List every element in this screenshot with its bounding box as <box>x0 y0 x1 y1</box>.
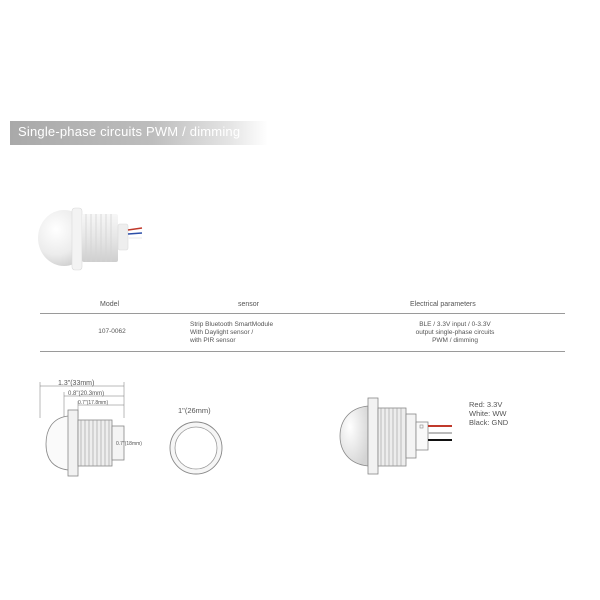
front-view-drawing <box>160 398 230 478</box>
model-value: 107-0062 <box>98 328 126 335</box>
face-diameter-label: 1"(26mm) <box>178 406 211 415</box>
header-sensor: sensor <box>238 301 260 308</box>
body-length-label: 0.7"(17.8mm) <box>78 400 109 406</box>
side-dimension-drawing <box>34 378 164 478</box>
thread-length-label: 0.8"(20.3mm) <box>68 391 105 397</box>
wire-legend <box>469 400 508 427</box>
electrical-line: output single-phase circuits <box>415 329 495 336</box>
table-bottom-rule <box>40 351 565 352</box>
side-view-wired-drawing <box>332 392 472 482</box>
wire-black-label: Black: GND <box>469 418 509 427</box>
table-top-rule <box>40 313 565 314</box>
header-electrical: Electrical parameters <box>410 301 476 308</box>
product-photo <box>36 198 146 278</box>
electrical-line: PWM / dimming <box>432 337 478 344</box>
section-banner <box>10 121 268 145</box>
cell-electrical <box>395 321 515 345</box>
wire-white-label: White: WW <box>469 409 507 418</box>
overall-length-label: 1.3"(33mm) <box>58 380 95 387</box>
sensor-line: with PIR sensor <box>190 337 236 344</box>
wire-red-label: Red: 3.3V <box>469 400 503 409</box>
electrical-line: BLE / 3.3V input / 0-3.3V <box>419 321 491 328</box>
sensor-line: With Daylight sensor / <box>190 329 254 336</box>
header-model: Model <box>100 301 120 308</box>
thread-diameter-label: 0.7"(18mm) <box>116 441 142 447</box>
cell-model <box>82 328 142 336</box>
section-title: Single-phase circuits PWM / dimming <box>18 124 241 139</box>
sensor-line: Strip Bluetooth SmartModule <box>190 321 274 328</box>
cell-sensor <box>190 321 310 345</box>
